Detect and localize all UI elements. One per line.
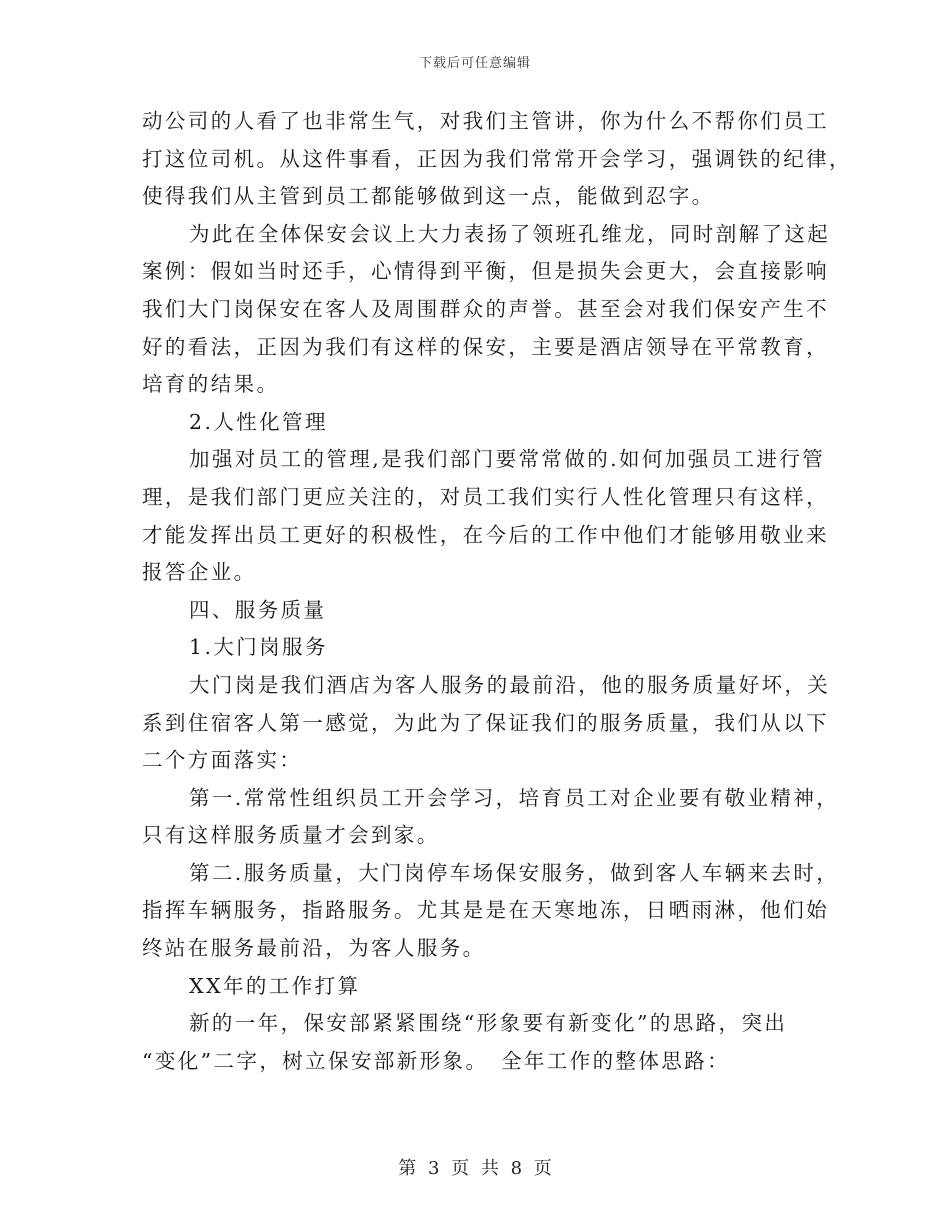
text-line: 系到住宿客人第一感觉，为此为了保证我们的服务质量，我们从以下 — [142, 710, 829, 735]
footer-prefix: 第 — [398, 1158, 417, 1179]
text-line: 为此在全体保安会议上大力表扬了领班孔维龙，同时剖解了这起 — [189, 221, 831, 246]
page-header-note: 下载后可任意编辑 — [418, 56, 531, 71]
text-line: 报答企业。 — [142, 560, 257, 585]
text-line: 第二.服务质量，大门岗停车场保安服务，做到客人车辆来去时， — [189, 860, 840, 885]
text-line: 大门岗是我们酒店为客人服务的最前沿，他的服务质量好坏，关 — [189, 672, 831, 697]
text-line: 才能发挥出员工更好的积极性，在今后的工作中他们才能够用敬业来 — [142, 522, 829, 547]
text-line: 我们大门岗保安在客人及周围群众的声誉。甚至会对我们保安产生不 — [142, 296, 829, 321]
text-line: “变化”二字，树立保安部新形象。 全年工作的整体思路： — [142, 1048, 731, 1073]
text-line: 第一.常常性组织员工开会学习，培育员工对企业要有敬业精神， — [189, 785, 840, 810]
text-line: 理，是我们部门更应关注的，对员工我们实行人性化管理只有这样， — [142, 484, 829, 509]
text-line: 使得我们从主管到员工都能够做到这一点，能做到忍字。 — [142, 184, 715, 209]
text-line: 好的看法，正因为我们有这样的保安，主要是酒店领导在平常教育， — [142, 334, 829, 359]
text-line: 终站在服务最前沿，为客人服务。 — [142, 936, 486, 961]
page-footer — [0, 1154, 950, 1180]
footer-suffix: 页 — [533, 1158, 552, 1179]
text-line: 四、服务质量 — [189, 597, 327, 622]
text-line: 动公司的人看了也非常生气，对我们主管讲，你为什么不帮你们员工 — [142, 109, 829, 133]
footer-current-page: 3 — [427, 1158, 440, 1179]
text-line: 培育的结果。 — [142, 372, 280, 397]
document-body — [142, 103, 852, 1080]
text-line: 打这位司机。从这件事看，正因为我们常常开会学习，强调铁的纪律， — [142, 146, 852, 171]
text-line: XX年的工作打算 — [189, 973, 361, 998]
footer-total-label: 共 — [480, 1158, 499, 1179]
text-line: 新的一年，保安部紧紧围绕“形象要有新变化”的思路，突出 — [189, 1011, 788, 1036]
text-line: 指挥车辆服务，指路服务。尤其是是在天寒地冻，日晒雨淋，他们始 — [142, 898, 829, 923]
text-line: 二个方面落实： — [142, 748, 303, 773]
text-line: 2.人性化管理 — [189, 409, 328, 434]
text-line: 案例：假如当时还手，心情得到平衡，但是损失会更大，会直接影响 — [142, 259, 829, 284]
footer-total-pages: 8 — [510, 1158, 523, 1179]
text-line: 1.大门岗服务 — [189, 635, 328, 660]
text-line: 只有这样服务质量才会到家。 — [142, 823, 440, 848]
text-line: 加强对员工的管理,是我们部门要常常做的.如何加强员工进行管 — [189, 447, 826, 472]
footer-page-label: 页 — [451, 1158, 470, 1179]
